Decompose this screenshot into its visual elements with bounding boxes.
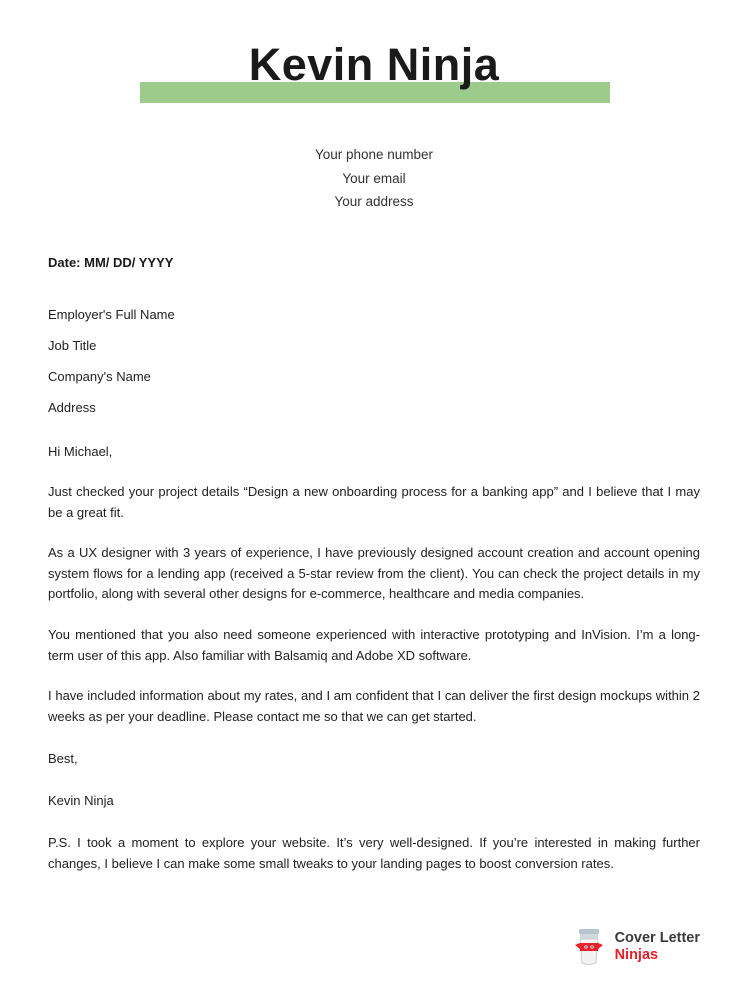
brand-logo (571, 927, 700, 967)
brand-line-2: Ninjas (614, 947, 659, 963)
paragraph-3: You mentioned that you also need someone experienced with interactive prototyping and InVision. I’m a long-term user of this app. Also familiar with Balsamiq and Adobe XD software. (48, 627, 700, 663)
date-line: Date: MM/ DD/ YYYY (48, 254, 174, 270)
paragraph-2: As a UX designer with 3 years of experience, I have previously designed account creation and account opening system flows for a lending app (received a 5-star review from the client). You can check the project details in my portfolio, along with several other designs for e-commerce, healthcare and media companies. (48, 545, 700, 602)
applicant-name: Kevin Ninja (248, 39, 500, 90)
ninja-cup-icon (571, 927, 607, 967)
contact-email: Your email (342, 170, 406, 186)
signoff-line: Best, (48, 751, 78, 767)
contact-block (0, 148, 748, 209)
contact-address: Your address (334, 194, 414, 209)
greeting-line: Hi Michael, (48, 444, 113, 460)
brand-line-1: Cover Letter (614, 930, 700, 947)
postscript: P.S. I took a moment to explore your website. It’s very well-designed. If you’re interested in making further changes, I believe I can make some small tweaks to your landing pages to boost conversion rates. (48, 835, 700, 871)
letter-body (48, 219, 700, 875)
recipient-job-title: Job Title (48, 337, 97, 353)
contact-phone: Your phone number (314, 147, 434, 162)
recipient-block (48, 305, 700, 419)
recipient-company: Company's Name (48, 368, 151, 384)
letter-header (0, 34, 748, 106)
brand-logo-text (615, 930, 700, 963)
paragraph-4: I have included information about my rates, and I am confident that I can deliver the first design mockups within 2 weeks as per your deadline. Please contact me so that we can get started. (48, 688, 700, 724)
cover-letter-page (0, 34, 748, 995)
recipient-address: Address (48, 400, 96, 416)
recipient-name: Employer's Full Name (48, 306, 175, 322)
signature-name: Kevin Ninja (48, 793, 114, 809)
paragraph-1: Just checked your project details “Design a new onboarding process for a banking app” and I believe that I may be a great fit. (48, 484, 700, 520)
